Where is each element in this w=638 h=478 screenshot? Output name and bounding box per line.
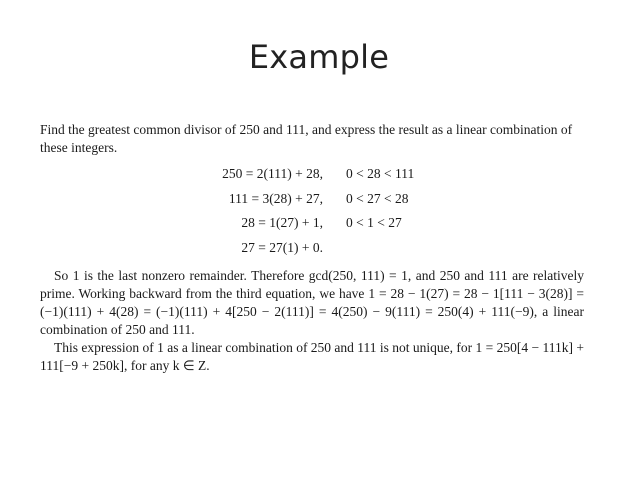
division-equation: 28 = 1(27) + 1,	[241, 215, 323, 230]
remainder-inequality: 0 < 1 < 27	[346, 215, 402, 230]
division-equation: 250 = 2(111) + 28,	[222, 166, 323, 181]
problem-statement: Find the greatest common divisor of 250 and 111, and express the result as a linear combination of these integers.	[40, 122, 573, 155]
division-equation: 111 = 3(28) + 27,	[228, 190, 323, 206]
remainder-inequality: 0 < 27 < 28	[346, 190, 409, 206]
slide-title: Example	[248, 38, 390, 76]
explanation-paragraph	[40, 267, 584, 339]
division-equation: 27 = 27(1) + 0.	[241, 239, 323, 255]
remainder-inequality: 0 < 28 < 111	[346, 166, 415, 181]
uniqueness-text: This expression of 1 as a linear combination of 250 and 111 is not unique, for 1 = 250[4 − 111k] + 111[−9 + 250k], for any k ∈ Z.	[40, 340, 584, 373]
explanation-text: So 1 is the last nonzero remainder. Therefore gcd(250, 111) = 1, and 250 and 111 are relatively prime. Working backward from the third equation, we have 1 = 28 − 1(27) = 28 − 1[111 − 3(28)] = (−1)(111) + 4(28) = (−1)(111) + 4[250 − 2(111)] = 4(250) − 9(111) = 250(4) + 111(−9), a linear combination of 250 and 111.	[40, 268, 584, 337]
uniqueness-paragraph	[40, 339, 584, 375]
